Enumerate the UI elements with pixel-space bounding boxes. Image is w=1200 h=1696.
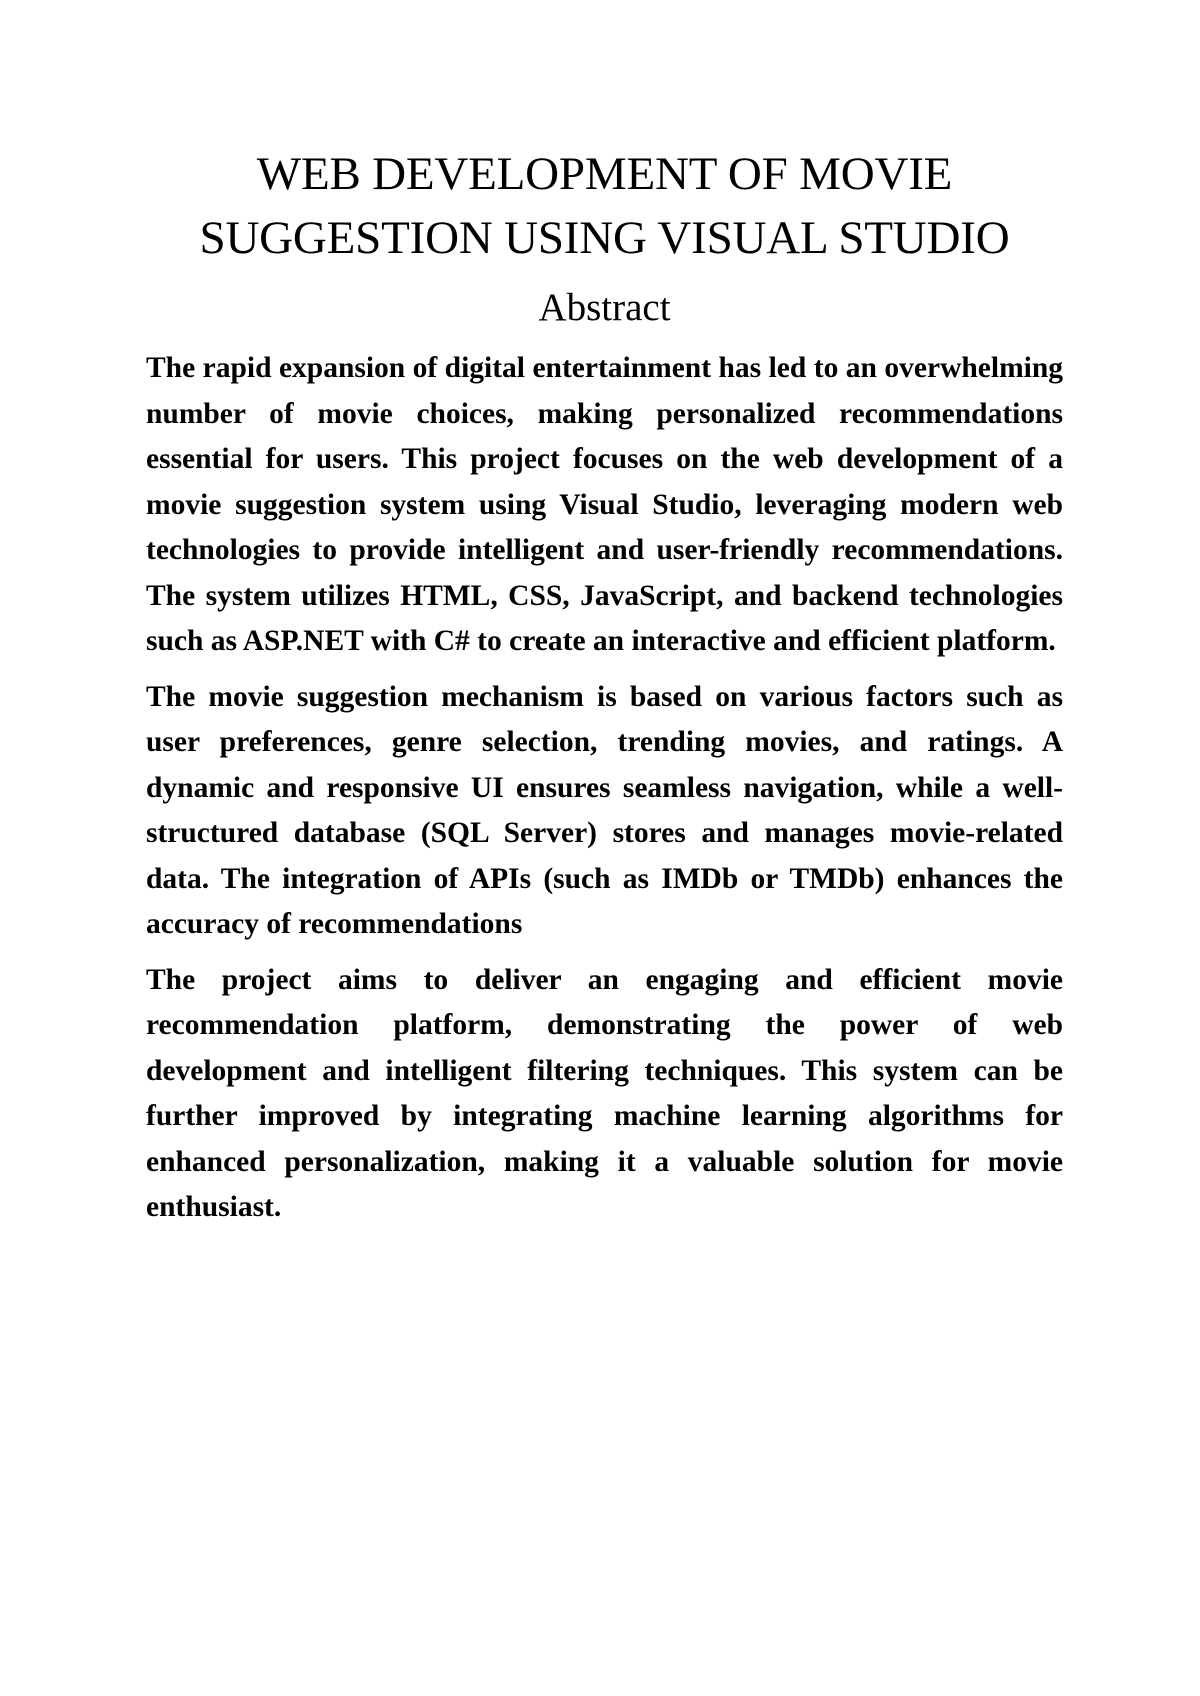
abstract-paragraph-1: The rapid expansion of digital entertainment has led to an overwhelming number of movie choices, making personalized recommendations essential for users. This project focuses on the web development of a movie suggestion system using Visual Studio, leveraging modern web technologies to provide intelligent and user-friendly recommendations. The system utilizes HTML, CSS, JavaScript, and backend technologies such as ASP.NET with C# to create an interactive and efficient platform. — [146, 352, 1063, 657]
paper-title-line-1: WEB DEVELOPMENT OF MOVIE — [256, 148, 953, 200]
abstract-paragraph-2: The movie suggestion mechanism is based on various factors such as user preferences, genre selection, trending movies, and ratings. A dynamic and responsive UI ensures seamless navigation, while a well-structured database (SQL Server) stores and manages movie-related data. The integration of APIs (such as IMDb or TMDb) enhances the accuracy of recommendations — [146, 680, 1063, 940]
abstract-paragraph-3: The project aims to deliver an engaging and efficient movie recommendation platform, demonstrating the power of web development and intelligent filtering techniques. This system can be further improved by integrating machine learning algorithms for enhanced personalization, making it a valuable solution for movie enthusiast. — [146, 963, 1063, 1223]
document-page — [146, 142, 1063, 1231]
paper-title — [146, 142, 1063, 270]
paper-title-line-2: SUGGESTION USING VISUAL STUDIO — [199, 212, 1010, 264]
abstract-heading: Abstract — [538, 286, 671, 329]
